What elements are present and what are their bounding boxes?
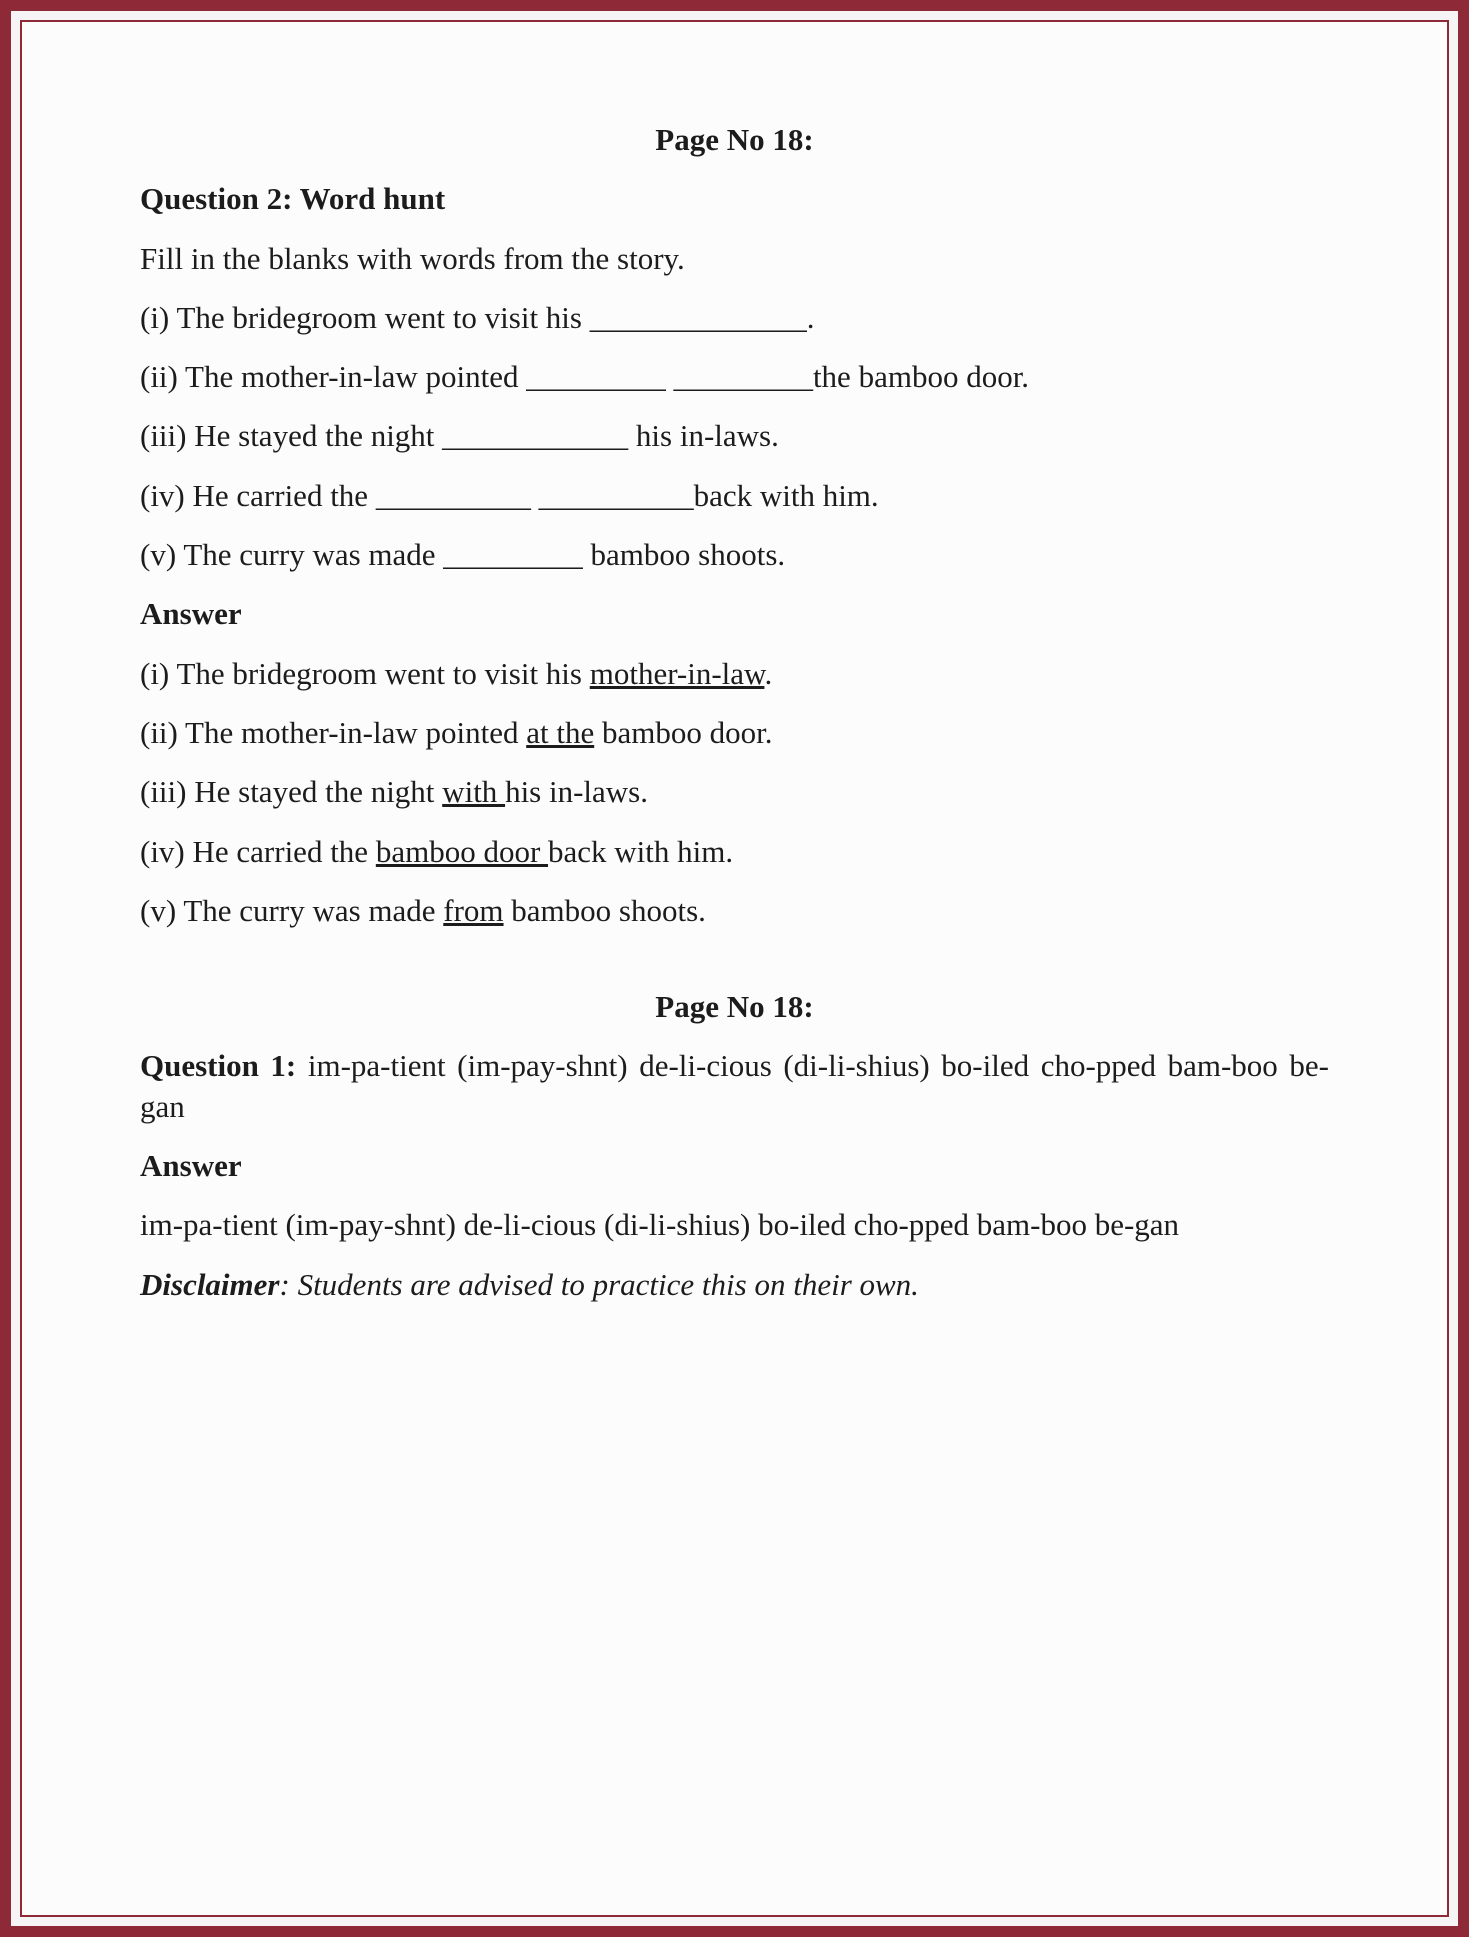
document-body	[22, 22, 1447, 1384]
text-segment: mother-in-law	[589, 655, 765, 691]
text-segment: his in-laws.	[505, 774, 648, 810]
page-heading-2	[140, 987, 1329, 1027]
text-segment: at the	[526, 714, 595, 750]
disclaimer	[140, 1265, 1329, 1305]
inner-border	[20, 20, 1449, 1917]
question-2-instruction	[140, 239, 1329, 279]
text-segment: Question 1:	[140, 1048, 308, 1084]
question-2-title	[140, 179, 1329, 219]
answer-1-text	[140, 1205, 1329, 1245]
text-segment: (ii) The mother-in-law pointed	[140, 714, 527, 750]
text-segment: bamboo door.	[594, 714, 773, 750]
text-segment: Fill in the blanks with words from the story.	[140, 240, 685, 276]
text-segment: Page No 18:	[655, 122, 814, 157]
text-segment: (iii) He stayed the night ____________ his in-laws.	[140, 418, 779, 454]
text-segment: Page No 18:	[655, 989, 814, 1025]
text-segment: (iii) He stayed the night	[140, 774, 443, 810]
text-segment: Question 2: Word hunt	[140, 181, 446, 217]
text-segment: (iv) He carried the __________ __________back with him.	[140, 477, 879, 513]
text-segment: (v) The curry was made _________ bamboo shoots.	[140, 537, 786, 573]
text-segment: with	[442, 774, 506, 810]
text-segment: : Students are advised to practice this on their own.	[279, 1266, 919, 1302]
question-1-text	[140, 1046, 1329, 1127]
text-segment: (iv) He carried the	[140, 833, 376, 869]
blank-item-ii	[140, 357, 1329, 397]
blank-item-iv	[140, 476, 1329, 516]
answer-item-ii	[140, 713, 1329, 753]
text-segment: back with him.	[548, 833, 734, 869]
text-segment: from	[443, 892, 504, 928]
blank-item-iii	[140, 416, 1329, 456]
page-heading	[140, 120, 1329, 160]
text-segment: bamboo shoots.	[503, 892, 706, 928]
text-segment: im-pa-tient (im-pay-shnt) de-li-cious (di-li-shius) bo-iled cho-pped bam-boo be-gan	[140, 1207, 1180, 1243]
answer-item-v	[140, 891, 1329, 931]
text-segment: (i) The bridegroom went to visit his	[140, 655, 590, 691]
text-segment: (ii) The mother-in-law pointed _________ _________the bamboo door.	[140, 359, 1030, 395]
answer-item-i	[140, 654, 1329, 694]
text-segment: Answer	[140, 596, 242, 632]
answer-item-iii	[140, 772, 1329, 812]
text-segment: (v) The curry was made	[140, 892, 444, 928]
answer-item-iv	[140, 832, 1329, 872]
answer-heading-2	[140, 1146, 1329, 1186]
answer-heading	[140, 594, 1329, 634]
blank-item-i	[140, 298, 1329, 338]
text-segment: Answer	[140, 1148, 242, 1184]
text-segment: bamboo door	[375, 833, 549, 869]
text-segment: .	[764, 655, 773, 691]
text-segment: (i) The bridegroom went to visit his ______________.	[140, 299, 815, 335]
text-segment: im-pa-tient (im-pay-shnt) de-li-cious (di-li-shius) bo-iled cho-pped bam-boo be-gan	[140, 1048, 1329, 1124]
text-segment: Disclaimer	[140, 1266, 280, 1302]
blank-item-v	[140, 535, 1329, 575]
